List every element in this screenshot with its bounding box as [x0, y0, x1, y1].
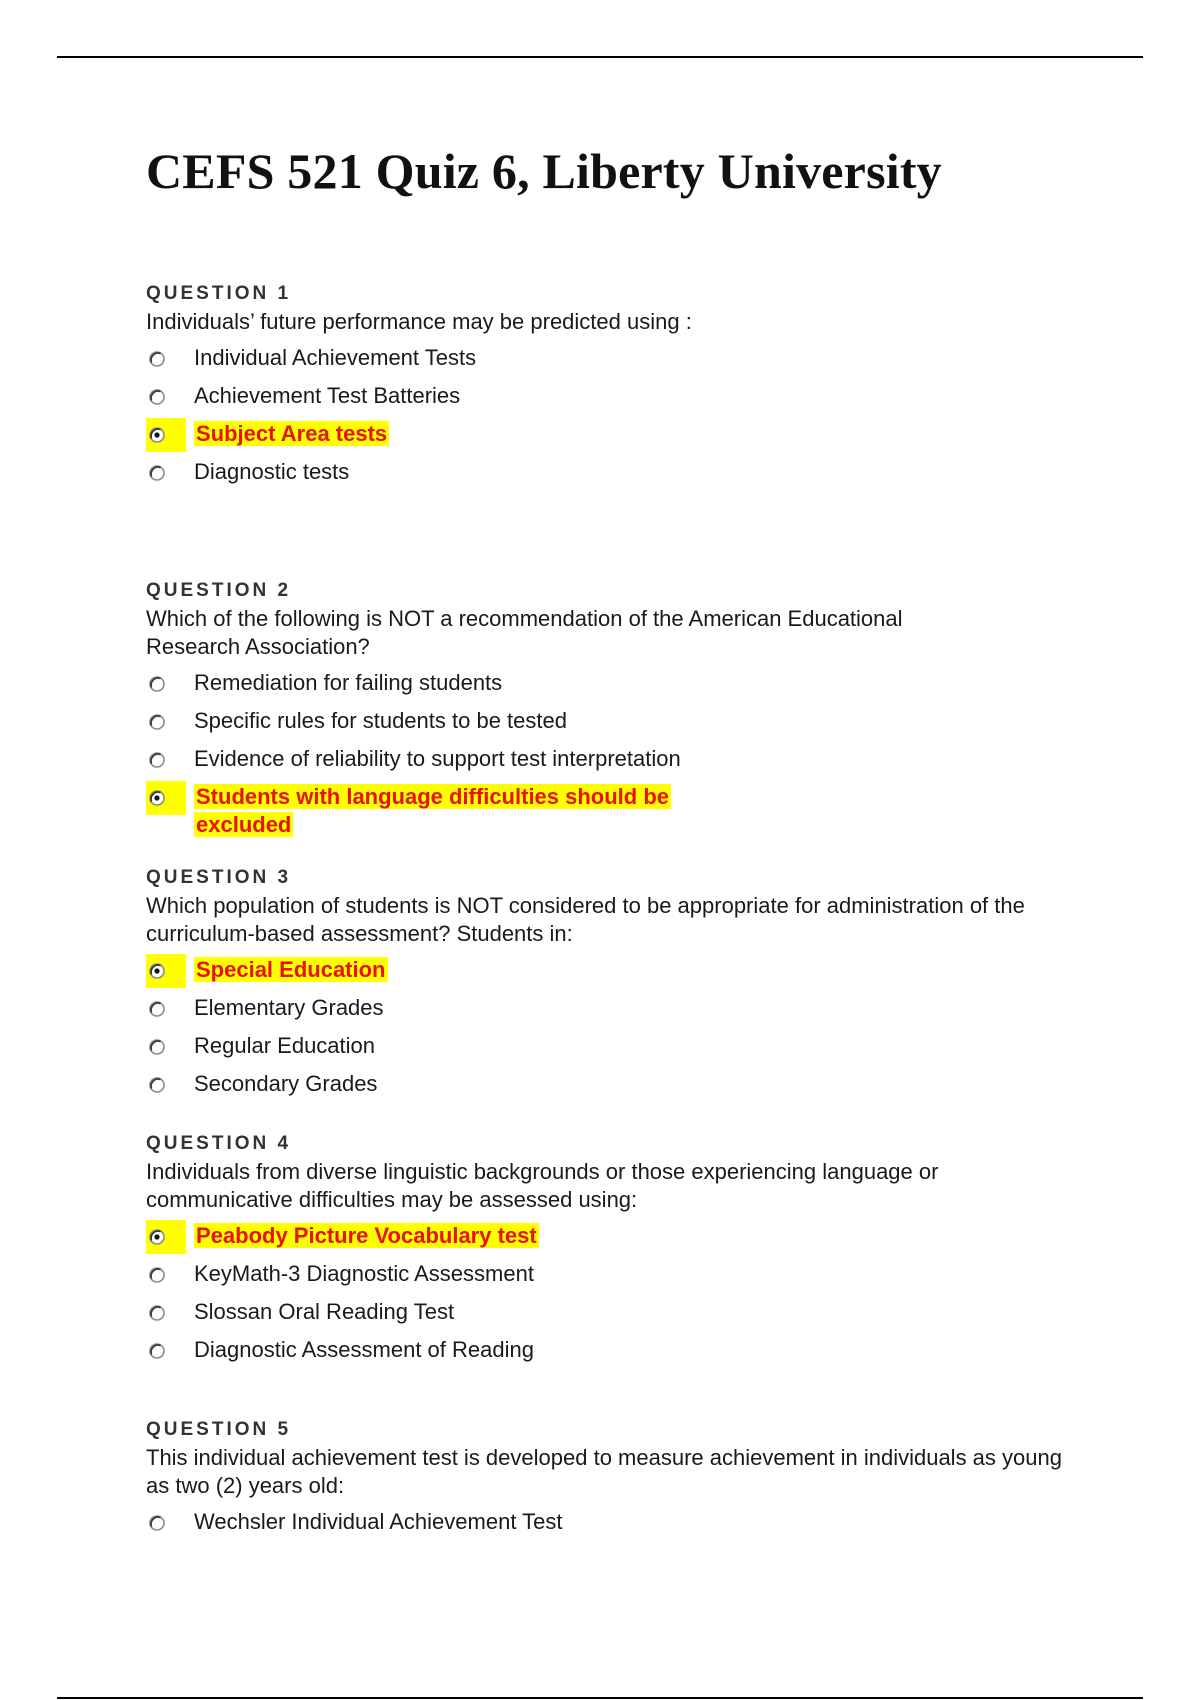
answer-label: Evidence of reliability to support test interpretation	[194, 746, 681, 771]
answer-option[interactable]	[146, 1334, 1066, 1372]
answer-options	[146, 954, 1066, 1106]
answer-option[interactable]	[146, 954, 1066, 992]
question-2	[146, 579, 1066, 839]
answer-option[interactable]	[146, 1030, 1066, 1068]
radio-icon[interactable]	[146, 1258, 186, 1292]
question-label: QUESTION 2	[146, 580, 292, 601]
bottom-rule	[57, 1697, 1143, 1699]
answer-label: Secondary Grades	[194, 1071, 378, 1096]
radio-unselected-icon[interactable]	[148, 350, 166, 368]
radio-unselected-icon[interactable]	[148, 1038, 166, 1056]
answer-option[interactable]	[146, 380, 1066, 418]
radio-unselected-icon[interactable]	[148, 751, 166, 769]
answer-label: Peabody Picture Vocabulary test	[196, 1223, 537, 1248]
answer-label: Special Education	[196, 957, 386, 982]
question-4	[146, 1132, 1066, 1372]
answer-label: Elementary Grades	[194, 995, 384, 1020]
radio-unselected-icon[interactable]	[148, 388, 166, 406]
answer-option[interactable]	[146, 342, 1066, 380]
radio-selected-icon[interactable]	[148, 1228, 166, 1246]
answer-option[interactable]	[146, 705, 1066, 743]
answer-label: Diagnostic tests	[194, 459, 350, 484]
question-label: QUESTION 3	[146, 867, 292, 888]
answer-option[interactable]	[146, 1506, 1066, 1544]
answer-label: Achievement Test Batteries	[194, 383, 461, 408]
radio-icon[interactable]	[146, 954, 186, 988]
answer-label: Specific rules for students to be tested	[194, 708, 567, 733]
answer-label: Students with language difficulties should be excluded	[196, 784, 670, 837]
answer-label: KeyMath-3 Diagnostic Assessment	[194, 1261, 534, 1286]
radio-icon[interactable]	[146, 1030, 186, 1064]
question-1	[146, 282, 1066, 494]
question-3	[146, 866, 1066, 1106]
radio-icon[interactable]	[146, 1506, 186, 1540]
answer-option[interactable]	[146, 781, 1066, 839]
answer-option[interactable]	[146, 1220, 1066, 1258]
radio-selected-icon[interactable]	[148, 962, 166, 980]
answer-options	[146, 667, 1066, 839]
question-text: Individuals’ future performance may be predicted using :	[146, 309, 692, 334]
question-text: Which of the following is NOT a recommendation of the American Educational Research Association?	[146, 606, 903, 659]
radio-icon[interactable]	[146, 380, 186, 414]
radio-unselected-icon[interactable]	[148, 1000, 166, 1018]
answer-option[interactable]	[146, 418, 1066, 456]
answer-label: Subject Area tests	[196, 421, 388, 446]
radio-icon[interactable]	[146, 781, 186, 815]
answer-option[interactable]	[146, 1296, 1066, 1334]
radio-unselected-icon[interactable]	[148, 675, 166, 693]
answer-options	[146, 342, 1066, 494]
answer-option[interactable]	[146, 456, 1066, 494]
radio-icon[interactable]	[146, 418, 186, 452]
question-text: This individual achievement test is developed to measure achievement in individuals as young as two (2) years old:	[146, 1445, 1062, 1498]
answer-label: Individual Achievement Tests	[194, 345, 477, 370]
question-label: QUESTION 4	[146, 1133, 292, 1154]
question-label: QUESTION 5	[146, 1419, 292, 1440]
answer-label: Regular Education	[194, 1033, 376, 1058]
radio-selected-icon[interactable]	[148, 426, 166, 444]
radio-icon[interactable]	[146, 342, 186, 376]
radio-icon[interactable]	[146, 1068, 186, 1102]
radio-icon[interactable]	[146, 743, 186, 777]
question-5	[146, 1418, 1066, 1544]
answer-option[interactable]	[146, 1068, 1066, 1106]
radio-icon[interactable]	[146, 1296, 186, 1330]
radio-icon[interactable]	[146, 1220, 186, 1254]
answer-label: Diagnostic Assessment of Reading	[194, 1337, 534, 1362]
answer-options	[146, 1506, 1066, 1544]
radio-unselected-icon[interactable]	[148, 713, 166, 731]
radio-unselected-icon[interactable]	[148, 1514, 166, 1532]
radio-unselected-icon[interactable]	[148, 1266, 166, 1284]
answer-option[interactable]	[146, 992, 1066, 1030]
radio-icon[interactable]	[146, 705, 186, 739]
radio-icon[interactable]	[146, 667, 186, 701]
radio-icon[interactable]	[146, 456, 186, 490]
radio-unselected-icon[interactable]	[148, 1304, 166, 1322]
radio-unselected-icon[interactable]	[148, 1342, 166, 1360]
radio-unselected-icon[interactable]	[148, 464, 166, 482]
answer-options	[146, 1220, 1066, 1372]
answer-label: Remediation for failing students	[194, 670, 503, 695]
answer-label: Wechsler Individual Achievement Test	[194, 1509, 563, 1534]
radio-unselected-icon[interactable]	[148, 1076, 166, 1094]
top-rule	[57, 56, 1143, 58]
answer-option[interactable]	[146, 667, 1066, 705]
page-title: CEFS 521 Quiz 6, Liberty University	[146, 143, 942, 199]
question-text: Which population of students is NOT considered to be appropriate for administration of the curriculum-based assessment? Students in:	[146, 893, 1025, 946]
question-label: QUESTION 1	[146, 283, 292, 304]
radio-selected-icon[interactable]	[148, 789, 166, 807]
radio-icon[interactable]	[146, 1334, 186, 1368]
answer-label: Slossan Oral Reading Test	[194, 1299, 455, 1324]
answer-option[interactable]	[146, 1258, 1066, 1296]
radio-icon[interactable]	[146, 992, 186, 1026]
answer-option[interactable]	[146, 743, 1066, 781]
question-text: Individuals from diverse linguistic backgrounds or those experiencing language or communicative difficulties may be assessed using:	[146, 1159, 939, 1212]
